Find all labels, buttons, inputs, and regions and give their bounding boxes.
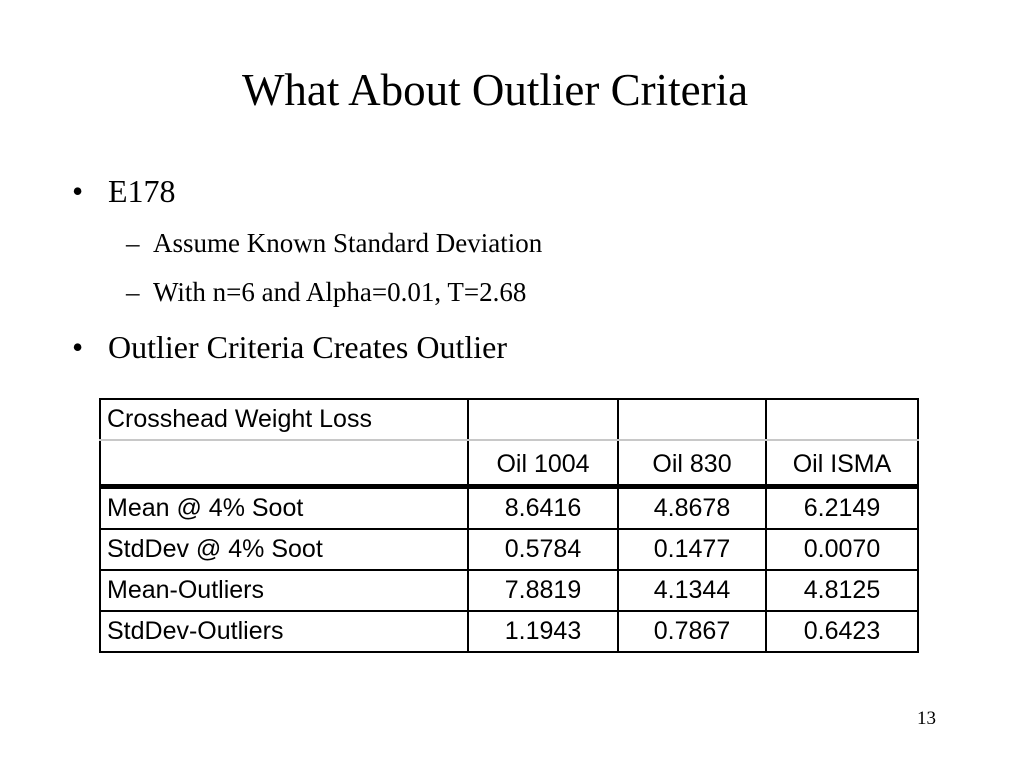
slide-title: What About Outlier Criteria	[241, 65, 749, 115]
table-row	[100, 487, 918, 530]
table-header-row	[100, 440, 918, 487]
table-cell: 4.8125	[766, 570, 918, 611]
row-label: StdDev @ 4% Soot	[100, 529, 468, 570]
subbullet-text: Assume Known Standard Deviation	[153, 228, 543, 258]
table-cell: 1.1943	[468, 611, 618, 652]
table-row	[100, 529, 918, 570]
column-header: Oil ISMA	[766, 440, 918, 487]
page-number: 13	[917, 708, 936, 729]
empty-cell	[468, 399, 618, 440]
table-cell: 8.6416	[468, 487, 618, 530]
table-cell: 4.8678	[618, 487, 766, 530]
table-title-row	[100, 399, 918, 440]
column-header: Oil 830	[618, 440, 766, 487]
empty-cell	[766, 399, 918, 440]
bullet-mark: •	[72, 329, 84, 365]
table-title: Crosshead Weight Loss	[100, 399, 468, 440]
table-cell: 0.0070	[766, 529, 918, 570]
table-cell: 0.1477	[618, 529, 766, 570]
table-cell: 0.6423	[766, 611, 918, 652]
empty-cell	[618, 399, 766, 440]
bullet-text: E178	[108, 173, 176, 209]
subbullet-mark: –	[126, 228, 140, 258]
empty-cell	[100, 440, 468, 487]
table-cell: 0.7867	[618, 611, 766, 652]
row-label: Mean-Outliers	[100, 570, 468, 611]
table-row	[100, 611, 918, 652]
row-label: Mean @ 4% Soot	[100, 487, 468, 530]
crosshead-weight-loss-table	[99, 398, 919, 653]
table-cell: 6.2149	[766, 487, 918, 530]
column-header: Oil 1004	[468, 440, 618, 487]
table-cell: 4.1344	[618, 570, 766, 611]
row-label: StdDev-Outliers	[100, 611, 468, 652]
bullet-mark: •	[72, 173, 84, 209]
table-row	[100, 570, 918, 611]
table-cell: 7.8819	[468, 570, 618, 611]
subbullet-mark: –	[126, 277, 140, 307]
subbullet-text: With n=6 and Alpha=0.01, T=2.68	[153, 277, 527, 307]
bullet-text: Outlier Criteria Creates Outlier	[108, 329, 507, 365]
table-cell: 0.5784	[468, 529, 618, 570]
